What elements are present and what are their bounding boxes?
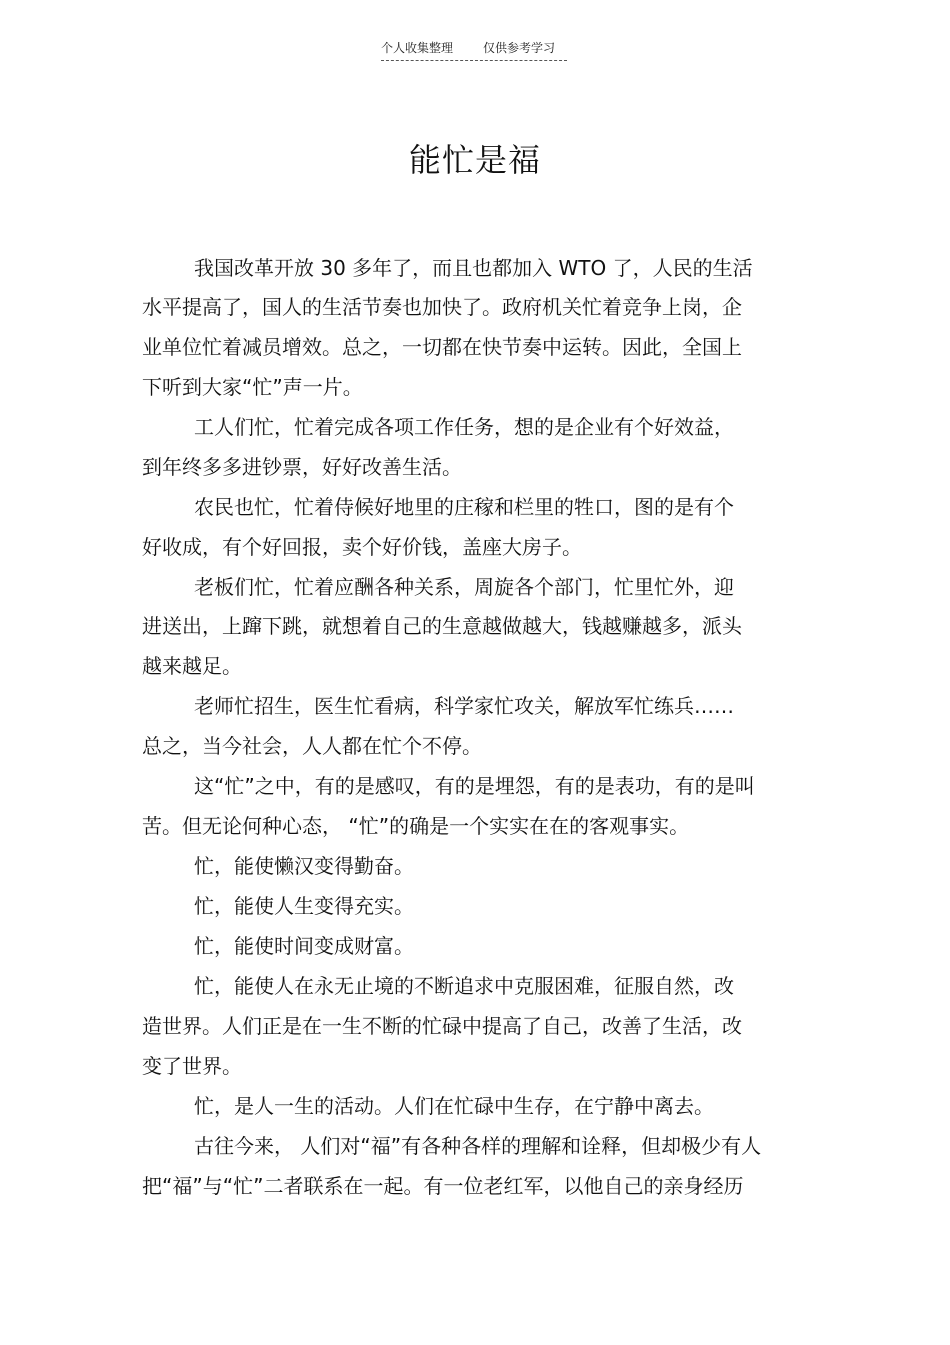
body-line: 我国改革开放 30 多年了，而且也都加入 WTO 了，人民的生活 <box>194 256 753 280</box>
body-line: 忙，能使人生变得充实。 <box>194 894 414 918</box>
body-line: 总之，当今社会，人人都在忙个不停。 <box>142 734 482 758</box>
body-line: 变了世界。 <box>142 1054 242 1078</box>
body-line: 到年终多多进钞票，好好改善生活。 <box>142 455 462 479</box>
body-line: 进送出，上蹿下跳，就想着自己的生意越做越大，钱越赚越多，派头 <box>142 614 742 638</box>
body-line: 下听到大家“忙”声一片。 <box>142 375 363 399</box>
body-line: 业单位忙着减员增效。总之，一切都在快节奏中运转。因此，全国上 <box>142 335 742 359</box>
body-line: 忙，能使时间变成财富。 <box>194 934 414 958</box>
body-line: 好收成，有个好回报，卖个好价钱，盖座大房子。 <box>142 535 582 559</box>
body-line: 越来越足。 <box>142 654 242 678</box>
body-line: 水平提高了，国人的生活节奏也加快了。政府机关忙着竞争上岗，企 <box>142 295 742 319</box>
body-line: 苦。但无论何种心态， “忙”的确是一个实实在在的客观事实。 <box>142 814 690 838</box>
body-line: 忙，能使懒汉变得勤奋。 <box>194 854 414 878</box>
header-left-text: 个人收集整理 <box>381 41 454 55</box>
body-line: 古往今来， 人们对“福”有各种各样的理解和诠释，但却极少有人 <box>194 1134 762 1158</box>
body-line: 造世界。人们正是在一生不断的忙碌中提高了自己，改善了生活，改 <box>142 1014 742 1038</box>
body-line: 这“忙”之中，有的是感叹，有的是埋怨，有的是表功，有的是叫 <box>194 774 755 798</box>
body-line: 老师忙招生，医生忙看病，科学家忙攻关，解放军忙练兵…… <box>194 694 734 718</box>
body-line: 忙，能使人在永无止境的不断追求中克服困难，征服自然，改 <box>194 974 734 998</box>
body-line: 工人们忙，忙着完成各项工作任务，想的是企业有个好效益， <box>194 415 734 439</box>
body-line: 农民也忙，忙着侍候好地里的庄稼和栏里的牲口，图的是有个 <box>194 495 734 519</box>
body-line: 老板们忙，忙着应酬各种关系，周旋各个部门，忙里忙外，迎 <box>194 575 734 599</box>
document-title: 能忙是福 <box>408 141 541 179</box>
page-header <box>381 40 567 61</box>
body-line: 忙，是人一生的活动。人们在忙碌中生存，在宁静中离去。 <box>194 1094 714 1118</box>
body-line: 把“福”与“忙”二者联系在一起。有一位老红军，以他自己的亲身经历 <box>142 1174 744 1198</box>
header-right-text: 仅供参考学习 <box>483 41 556 55</box>
